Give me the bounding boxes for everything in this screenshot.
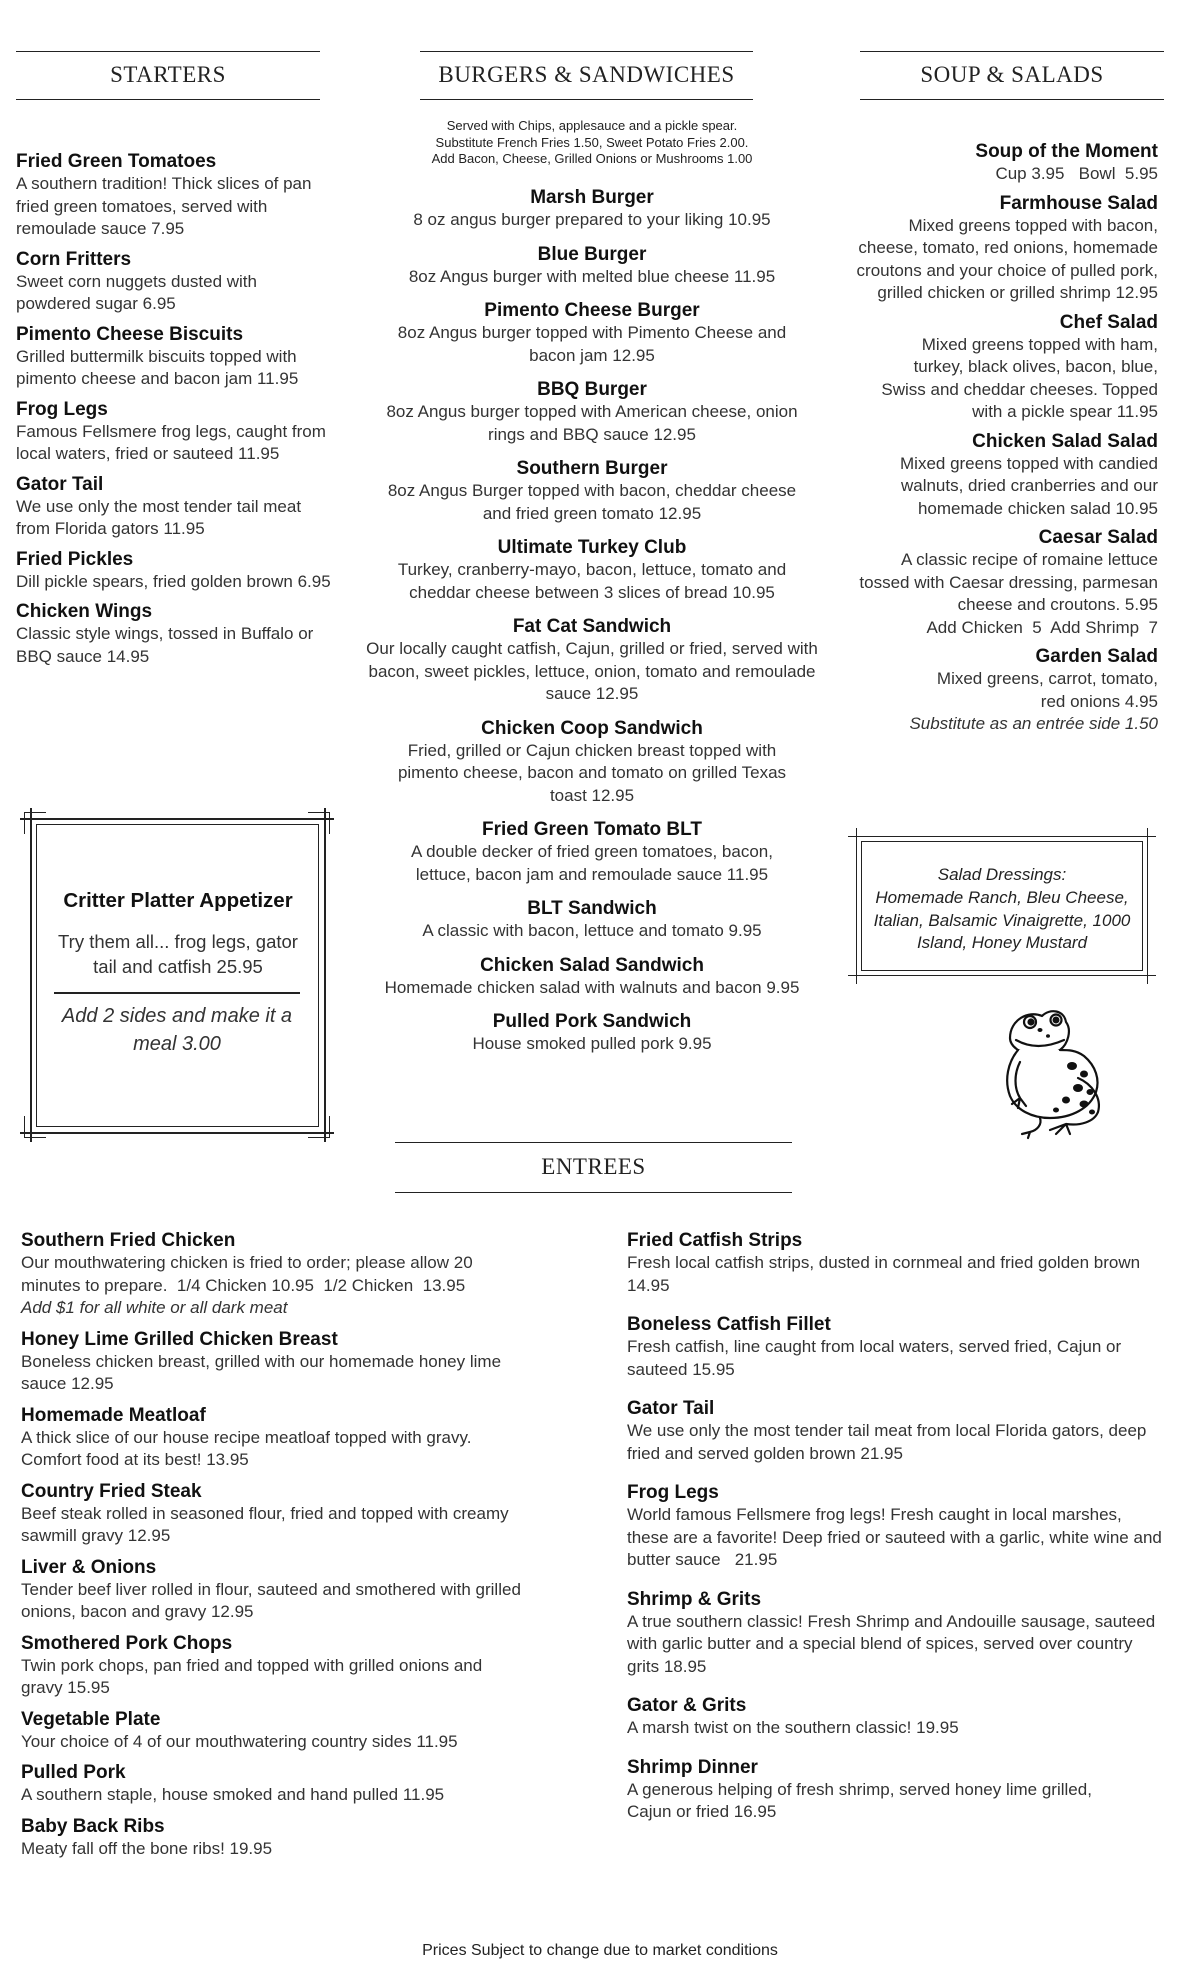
list-item: [16, 248, 356, 316]
list-item: [21, 1632, 541, 1700]
frame-line: [20, 1132, 334, 1134]
frame-line: [36, 824, 318, 825]
frame-line: [20, 818, 334, 820]
item-name: Shrimp Dinner: [627, 1756, 758, 1778]
frame-line: [856, 828, 857, 984]
item-desc: 8oz Angus burger topped with American cheese, onion rings and BBQ sauce 12.95: [386, 402, 798, 444]
item-desc: Turkey, cranberry-mayo, bacon, lettuce, tomato and cheddar cheese between 3 slices of bread 10.95: [397, 560, 787, 602]
frame-line: [861, 970, 1143, 971]
frame-line: [861, 841, 862, 971]
burgers-list: [366, 186, 818, 1067]
item-name: Honey Lime Grilled Chicken Breast: [21, 1328, 338, 1350]
frame-line: [36, 1126, 318, 1127]
item-desc: 8 oz angus burger prepared to your liking 10.95: [413, 210, 771, 229]
item-desc: Mixed greens topped with candied walnuts, dried cranberries and our homemade chicken salad 10.95: [900, 453, 1158, 518]
item-name: Ultimate Turkey Club: [497, 537, 687, 558]
salad-dressings-box: [852, 832, 1152, 980]
item-name: Gator Tail: [16, 473, 104, 495]
frame-line: [848, 836, 1156, 837]
critter-platter-name: Critter Platter Appetizer: [63, 889, 293, 912]
list-item: [627, 1694, 1167, 1740]
list-item: [627, 1588, 1167, 1679]
frame-line: [848, 975, 1156, 976]
item-desc: Homemade chicken salad with walnuts and bacon 9.95: [384, 977, 800, 997]
item-desc: Our mouthwatering chicken is fried to order; please allow 20 minutes to prepare. 1/4 Chicken 10.95 1/2 Chicken 13.95: [21, 1253, 478, 1295]
item-desc: Famous Fellsmere frog legs, caught from local waters, fried or sauteed 11.95: [16, 421, 326, 463]
item-desc: A generous helping of fresh shrimp, served honey lime grilled, Cajun or fried 16.95: [627, 1779, 1092, 1821]
item-name: Farmhouse Salad: [999, 192, 1158, 214]
frame-line: [36, 824, 37, 1127]
starters-title: STARTERS: [110, 62, 226, 87]
item-desc: Cup 3.95 Bowl 5.95: [995, 164, 1158, 183]
list-item: [627, 1313, 1167, 1381]
item-name: Chicken Coop Sandwich: [481, 717, 703, 739]
item-name: Baby Back Ribs: [21, 1815, 165, 1837]
item-desc: We use only the most tender tail meat from local Florida gators, deep fried and served golden brown 21.95: [627, 1421, 1147, 1463]
list-item: [627, 1756, 1167, 1824]
list-item: [366, 243, 818, 289]
burgers-notes: [370, 118, 814, 168]
frame-line: [1147, 828, 1148, 984]
soups-rule-top: [860, 51, 1164, 52]
item-name: Shrimp & Grits: [627, 1588, 762, 1610]
list-item: [366, 897, 818, 943]
item-extra: Add $1 for all white or all dark meat: [21, 1298, 288, 1317]
entrees-right-list: [627, 1229, 1167, 1840]
item-name: Chef Salad: [1059, 311, 1158, 333]
item-desc: World famous Fellsmere frog legs! Fresh caught in local marshes, these are a favorite! Deep fried or sauteed with a garlic, white wine and butter sauce 21.95: [627, 1505, 1167, 1569]
item-desc: A marsh twist on the southern classic! 19.95: [627, 1718, 959, 1737]
soups-title: SOUP & SALADS: [920, 62, 1104, 87]
item-name: Soup of the Moment: [975, 141, 1158, 162]
critter-platter-desc: Try them all... frog legs, gator tail and catfish 25.95: [58, 931, 298, 977]
frame-line: [30, 808, 32, 1142]
item-name: Pimento Cheese Burger: [484, 300, 700, 321]
item-extra: Substitute as an entrée side 1.50: [909, 714, 1158, 733]
item-name: Southern Fried Chicken: [21, 1230, 236, 1251]
item-desc: Fresh catfish, line caught from local waters, served fried, Cajun or sauteed 15.95: [627, 1337, 1122, 1379]
list-item: [366, 186, 818, 232]
item-desc: Mixed greens topped with ham, turkey, black olives, bacon, blue, Swiss and cheddar cheeses. Topped with a pickle spear 11.95: [881, 334, 1158, 421]
item-name: Pimento Cheese Biscuits: [16, 323, 244, 345]
list-item: [16, 323, 356, 391]
corner-ornament: [24, 1116, 25, 1138]
list-item: [16, 600, 356, 668]
corner-ornament: [329, 1116, 330, 1138]
item-name: Fried Green Tomato BLT: [482, 819, 702, 840]
item-name: Chicken Wings: [16, 601, 153, 622]
dressings-list: Homemade Ranch, Bleu Cheese, Italian, Balsamic Vinaigrette, 1000 Island, Honey Mustard: [873, 888, 1131, 952]
list-item: [21, 1708, 541, 1754]
list-item: [16, 548, 356, 594]
frame-line: [318, 824, 319, 1127]
list-item: [850, 192, 1158, 305]
item-name: Gator & Grits: [627, 1695, 747, 1716]
item-name: Gator Tail: [627, 1398, 715, 1419]
item-desc: A classic with bacon, lettuce and tomato 9.95: [422, 921, 762, 940]
item-desc: 8oz Angus Burger topped with bacon, cheddar cheese and fried green tomato 12.95: [387, 481, 797, 523]
list-item: [366, 378, 818, 446]
burgers-title: BURGERS & SANDWICHES: [438, 62, 735, 87]
item-desc: 8oz Angus burger with melted blue cheese 11.95: [408, 266, 776, 286]
burger-note: Add Bacon, Cheese, Grilled Onions or Mushrooms 1.00: [431, 151, 753, 166]
list-item: [627, 1229, 1167, 1297]
item-desc: House smoked pulled pork 9.95: [472, 1034, 712, 1053]
corner-ornament: [24, 812, 25, 834]
list-item: [366, 1010, 818, 1056]
list-item: [850, 526, 1158, 639]
starters-list: [16, 150, 356, 675]
item-desc: Fried, grilled or Cajun chicken breast topped with pimento cheese, bacon and tomato on grilled Texas toast 12.95: [397, 740, 787, 805]
item-name: Country Fried Steak: [21, 1480, 202, 1502]
item-name: BBQ Burger: [537, 379, 647, 400]
item-name: Pulled Pork: [21, 1762, 126, 1783]
critter-platter-box: [24, 812, 330, 1138]
item-name: Southern Burger: [516, 458, 668, 479]
entrees-rule-top: [395, 1142, 792, 1143]
item-desc: Fresh local catfish strips, dusted in cornmeal and fried golden brown 14.95: [627, 1253, 1141, 1295]
burgers-rule-top: [420, 51, 753, 52]
item-name: Fried Catfish Strips: [627, 1230, 803, 1251]
list-item: [16, 398, 356, 466]
item-desc: Grilled buttermilk biscuits topped with pimento cheese and bacon jam 11.95: [16, 346, 299, 388]
list-item: [21, 1761, 541, 1807]
item-desc: We use only the most tender tail meat from Florida gators 11.95: [16, 496, 302, 538]
item-name: Homemade Meatloaf: [21, 1404, 206, 1426]
starters-rule-bottom: [16, 99, 320, 100]
burger-note: Served with Chips, applesauce and a pickle spear.: [446, 118, 738, 133]
item-name: Liver & Onions: [21, 1556, 157, 1578]
list-item: [850, 140, 1158, 186]
soups-rule-bottom: [860, 99, 1164, 100]
entrees-rule-bottom: [395, 1192, 792, 1193]
corner-ornament: [329, 812, 330, 834]
list-item: [366, 299, 818, 367]
item-desc: Classic style wings, tossed in Buffalo or BBQ sauce 14.95: [16, 624, 314, 666]
soups-list: [850, 140, 1158, 742]
item-desc: A southern tradition! Thick slices of pan fried green tomatoes, served with remoulade sauce 7.95: [16, 174, 312, 238]
footer-note: Prices Subject to change due to market conditions: [422, 1942, 778, 1959]
list-item: [366, 818, 818, 886]
item-desc: A southern staple, house smoked and hand pulled 11.95: [21, 1785, 445, 1804]
list-item: [21, 1480, 541, 1548]
item-desc: Beef steak rolled in seasoned flour, fried and topped with creamy sawmill gravy 12.95: [21, 1503, 509, 1545]
item-name: Vegetable Plate: [21, 1708, 161, 1730]
dressings-title: Salad Dressings:: [937, 865, 1067, 884]
item-desc: 8oz Angus burger topped with Pimento Cheese and bacon jam 12.95: [397, 323, 787, 365]
frame-line: [861, 841, 1143, 842]
burger-note: Substitute French Fries 1.50, Sweet Potato Fries 2.00.: [435, 134, 749, 150]
corner-ornament: [24, 1137, 46, 1138]
item-desc: Mixed greens, carrot, tomato, red onions 4.95: [936, 669, 1158, 711]
list-item: [21, 1556, 541, 1624]
corner-ornament: [308, 1137, 330, 1138]
item-name: Fried Green Tomatoes: [16, 151, 217, 172]
list-item: [850, 645, 1158, 736]
item-desc: Sweet corn nuggets dusted with powdered sugar 6.95: [16, 271, 257, 313]
item-extra: Add Chicken 5 Add Shrimp 7: [926, 617, 1158, 637]
item-desc: A thick slice of our house recipe meatloaf topped with gravy. Comfort food at its best! 13.95: [21, 1427, 472, 1469]
item-desc: A double decker of fried green tomatoes, bacon, lettuce, bacon jam and remoulade sauce 11.95: [411, 842, 773, 884]
item-name: Corn Fritters: [16, 248, 132, 270]
list-item: [21, 1229, 541, 1320]
item-name: Pulled Pork Sandwich: [492, 1011, 692, 1032]
list-item: [850, 430, 1158, 521]
item-name: Fried Pickles: [16, 548, 134, 570]
item-desc: Your choice of 4 of our mouthwatering country sides 11.95: [21, 1731, 458, 1751]
item-name: Garden Salad: [1035, 646, 1158, 667]
item-desc: Dill pickle spears, fried golden brown 6.95: [16, 571, 331, 591]
list-item: [16, 150, 356, 241]
item-desc: Twin pork chops, pan fried and topped with grilled onions and gravy 15.95: [21, 1655, 483, 1697]
item-name: Fat Cat Sandwich: [512, 616, 672, 637]
item-desc: A true southern classic! Fresh Shrimp and Andouille sausage, sauteed with garlic butter and a special blend of spices, served over country grits 18.95: [627, 1611, 1156, 1676]
corner-ornament: [24, 812, 46, 813]
list-item: [366, 954, 818, 1000]
list-item: [366, 717, 818, 808]
item-name: Chicken Salad Sandwich: [480, 954, 704, 976]
item-name: Blue Burger: [537, 243, 647, 265]
item-name: Chicken Salad Salad: [972, 430, 1158, 452]
item-name: BLT Sandwich: [527, 898, 657, 919]
frame-line: [1142, 841, 1143, 971]
frame-line: [324, 808, 326, 1142]
item-name: Marsh Burger: [530, 187, 654, 208]
item-name: Caesar Salad: [1038, 527, 1158, 548]
list-item: [16, 473, 356, 541]
entrees-title: ENTREES: [541, 1154, 646, 1179]
burgers-rule-bottom: [420, 99, 753, 100]
list-item: [850, 311, 1158, 424]
frog-icon: [980, 1000, 1120, 1140]
list-item: [21, 1404, 541, 1472]
list-item: [21, 1815, 541, 1861]
list-item: [627, 1481, 1167, 1572]
item-name: Frog Legs: [16, 398, 108, 420]
corner-ornament: [308, 812, 330, 813]
starters-rule-top: [16, 51, 320, 52]
item-desc: Our locally caught catfish, Cajun, grilled or fried, served with bacon, sweet pickles, lettuce, onion, tomato and remoulade sauce 12.95: [366, 639, 818, 703]
item-name: Frog Legs: [627, 1482, 719, 1503]
list-item: [21, 1328, 541, 1396]
item-desc: Mixed greens topped with bacon, cheese, tomato, red onions, homemade croutons and your choice of pulled pork, grilled chicken or grilled shrimp 12.95: [856, 215, 1158, 302]
list-item: [366, 536, 818, 604]
critter-platter-addon: Add 2 sides and make it a meal 3.00: [61, 1005, 293, 1055]
entrees-left-list: [21, 1229, 541, 1868]
item-desc: Meaty fall off the bone ribs! 19.95: [21, 1838, 273, 1858]
item-name: Smothered Pork Chops: [21, 1632, 233, 1654]
list-item: [627, 1397, 1167, 1465]
item-desc: Boneless chicken breast, grilled with our homemade honey lime sauce 12.95: [21, 1351, 502, 1393]
item-desc: A classic recipe of romaine lettuce tossed with Caesar dressing, parmesan cheese and croutons. 5.95: [859, 550, 1158, 614]
list-item: [366, 615, 818, 706]
critter-divider: [54, 992, 300, 994]
item-desc: Tender beef liver rolled in flour, sauteed and smothered with grilled onions, bacon and gravy 12.95: [21, 1579, 521, 1621]
item-name: Boneless Catfish Fillet: [627, 1314, 831, 1335]
list-item: [366, 457, 818, 525]
